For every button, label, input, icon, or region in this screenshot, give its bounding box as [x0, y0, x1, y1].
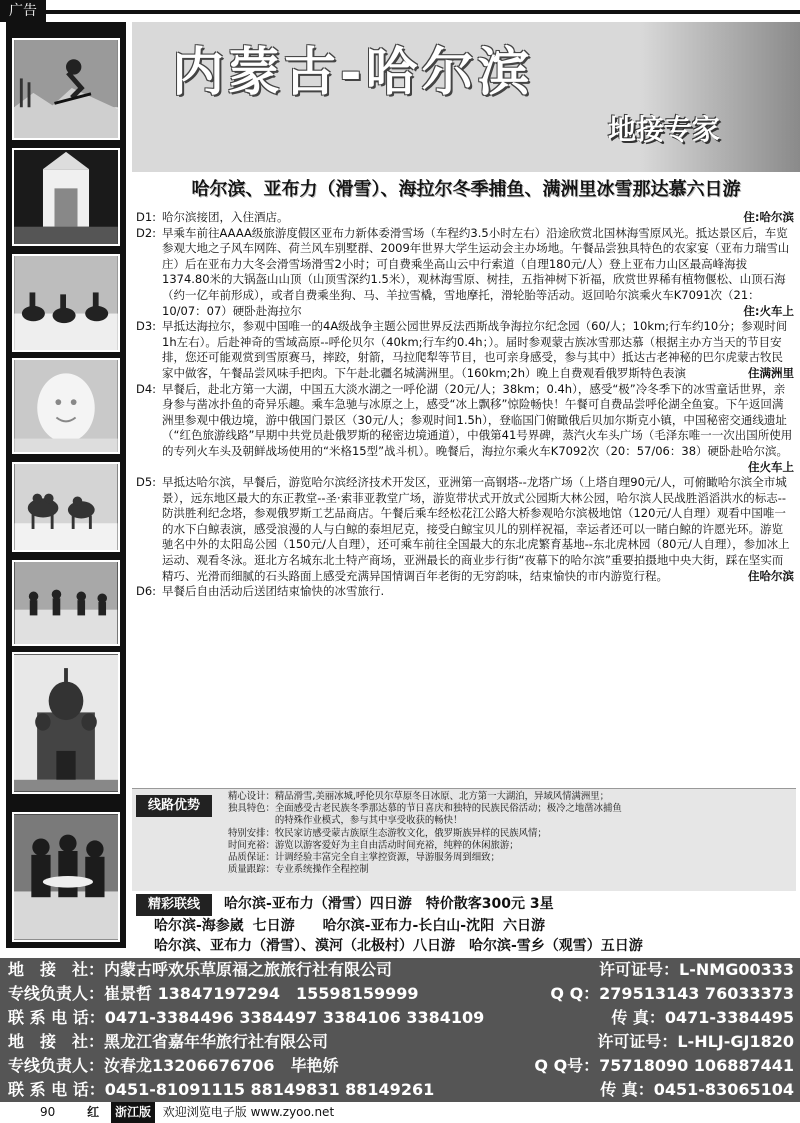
contact-right: 传 真：0451-83065104 — [600, 1080, 794, 1099]
header-shade — [640, 22, 800, 172]
photo-horse-riders — [12, 254, 120, 352]
day-description: 早乘车前往AAAA级旅游度假区亚布力新体委滑雪场（车程约3.5小时左右）沿途欣赏北国林海雪原风光。抵达景区后，车览参观大地之子风车网阵、荷兰风车别墅群、2009年世界大学生运动会主办场地。午餐品尝独具特色的农家宴（亚布力瑞雪山庄）后在亚布力大冬会滑雪场滑雪2小时；可自费乘坐高山云中行索道（自理180元/人）登上亚布力山区最高峰海拔1374.80米的大锅盔山山顶（山顶雪深约1.5米），观林海雪原、树挂，五指神树下祈福，欣赏世界稀有植物偃松、山顶石海（约一亿年前形成），或者自费乘坐狗、马、羊拉雪橇，雪地摩托，滑轮胎等活动。返回哈尔滨乘火车K7091次（21：10/07：07）硬卧赴海拉尔 — [162, 225, 790, 318]
day-stay: 住哈尔滨 — [748, 568, 794, 583]
route-advantages — [132, 788, 796, 891]
contact-panel — [0, 958, 800, 1102]
advantage-item: 时间充裕：游览以游客爱好为主自由活动时间充裕，纯粹的休闲旅游； — [228, 839, 519, 851]
photo-ice-sculpture — [12, 148, 120, 246]
route-title: 哈尔滨、亚布力（滑雪）、海拉尔冬季捕鱼、满洲里冰雪那达慕六日游 — [191, 179, 741, 200]
day-label: D5: — [136, 475, 157, 490]
day-label: D4: — [136, 381, 157, 396]
photo-camels — [12, 462, 120, 552]
page-footer — [0, 1102, 800, 1123]
contact-right: 许可证号：L-NMG00333 — [599, 960, 794, 979]
contact-left: 地 接 社：内蒙古呼欢乐草原福之旅旅行社有限公司 — [8, 960, 393, 979]
day-label: D6: — [136, 584, 157, 599]
day-stay: 住:哈尔滨 — [743, 210, 794, 224]
itinerary-day — [136, 226, 794, 320]
advantage-item: 独具特色：全面感受古老民族冬季那达慕的节日喜庆和独特的民族民俗活动；极冷之地凿冰捕鱼 — [228, 803, 622, 815]
advantage-item: 品质保证：计调经验丰富完全自主掌控资源，导游服务周到细致； — [228, 852, 500, 864]
itinerary-day — [136, 382, 794, 476]
page-number: 90 — [40, 1105, 56, 1119]
day-stay: 住火车上 — [748, 459, 794, 474]
photo-ice-fishing — [12, 560, 120, 646]
day-stay: 住满洲里 — [748, 365, 794, 380]
itinerary — [136, 210, 794, 600]
top-rule — [46, 10, 800, 14]
advantages-list — [228, 791, 622, 876]
day-text — [162, 475, 794, 584]
day-text — [162, 210, 794, 226]
day-description: 哈尔滨接团，入住酒店。 — [162, 210, 289, 224]
sub-title: 地接专家 — [607, 113, 720, 146]
contact-right: Q Q：279513143 76033373 — [550, 984, 794, 1003]
photo-snow-sculpture — [12, 358, 120, 454]
day-stay: 住:火车上 — [743, 303, 794, 318]
day-text — [162, 226, 794, 320]
featured-routes — [132, 890, 796, 956]
contact-left: 联 系 电 话：0471-3384496 3384497 3384106 3384109 — [8, 1008, 485, 1027]
main-title: 内蒙古-哈尔滨 — [172, 43, 534, 103]
photo-column — [6, 22, 126, 948]
day-description: 早抵达哈尔滨，早餐后，游览哈尔滨经济技术开发区，亚洲第一高钢塔--龙塔广场（上塔自理90元/人，可俯瞰哈尔滨全市城景），远东地区最大的东正教堂--圣·索菲亚教堂广场，游览带状式开放式公园斯大林公园，哈尔滨人民战胜滔滔洪水的标志--防洪胜利纪念塔，参观俄罗斯工艺品商店。午餐后乘车经松花江公路大桥参观哈尔滨极地馆（120元/人自理）观看中国唯一的水下白鲸表演，感受浪漫的人与白鲸的泰坦尼克，接受白鲸宝贝儿的别样祝福，幸运者还可以一睹白鲸的许愿光环。游览驰名中外的太阳岛公园（150元/人自理），还可乘车前往全国最大的东北虎繁育基地--东北虎林园（80元/人自理），参加冰上运动、观看冬泳。逛北方名城东北土特产商场，亚洲最长的商业步行街“夜幕下的哈尔滨”重要拍摄地中央大街，踩在坚实而精巧、光滑而细腻的石头路面上感受充满异国情调百年老街的无穷韵味，结束愉快的市内游览行程。 — [162, 475, 790, 583]
advantage-item: 质量跟踪：专业系统操作全程控制 — [228, 864, 369, 876]
day-text — [162, 584, 794, 600]
contact-left: 地 接 社：黑龙江省嘉年华旅行社有限公司 — [8, 1032, 329, 1051]
day-text — [162, 382, 794, 476]
day-label: D3: — [136, 319, 157, 334]
photo-sophia-cathedral — [12, 652, 120, 794]
advantage-item: 特别安排：牧民家访感受蒙古族原生态游牧文化，俄罗斯族异样的民族风情； — [228, 827, 547, 839]
day-text — [162, 319, 794, 381]
day-description: 早餐后，赴北方第一大湖，中国五大淡水湖之一呼伦湖（20元/人；38km；0.4h），感受“极”冷冬季下的冰雪童话世界，亲身参与凿冰扑鱼的奇异乐趣。乘车急驰与冰原之上，感受“冰上飘移”惊险畅快！午餐可自费品尝呼伦湖全鱼宴。下午返回满洲里参观中俄边境，游中俄国门景区（30元/人；参观时间1.5h），登临国门俯瞰俄后贝加尔斯克小镇，中国秘密交通线遗址（“红色旅游线路”早期中共党员赴俄罗斯的秘密边境通道），中俄第41号界碑，蒸汽火车头广场（毛泽东唯一一次出国所使用的专列火车头及朝鲜战场使用的“米格15型”战斗机）。晚餐后，海拉尔乘火车K7092次（20：57/06：38）硬卧赴哈尔滨。 — [162, 381, 793, 458]
contact-right: 传 真：0471-3384495 — [611, 1008, 794, 1027]
advantages-label: 线路优势 — [136, 795, 212, 817]
header-banner — [132, 22, 800, 172]
website-link[interactable]: 欢迎浏览电子版 www.zyoo.net — [162, 1105, 335, 1119]
itinerary-day — [136, 210, 794, 226]
contact-left: 专线负责人：崔景哲 13847197294 15598159999 — [8, 984, 419, 1003]
itinerary-day — [136, 584, 794, 600]
itinerary-day — [136, 475, 794, 584]
day-label: D2: — [136, 225, 157, 240]
route-line-1: 哈尔滨-亚布力（滑雪）四日游 特价散客300元 3星 — [224, 896, 554, 912]
links-label: 精彩联线 — [136, 894, 212, 916]
advantage-item: 的特殊作业模式，参与其中享受收获的畅快！ — [228, 815, 463, 827]
contact-right: 许可证号：L-HLJ-GJ1820 — [597, 1032, 794, 1051]
day-label: D1: — [136, 210, 157, 224]
itinerary-day — [136, 319, 794, 381]
route-line-2: 哈尔滨-海参崴 七日游 哈尔滨-亚布力-长白山-沈阳 六日游 — [154, 918, 545, 934]
photo-tourists — [12, 812, 120, 942]
region-badge: 浙江版 — [111, 1102, 155, 1123]
route-line-3: 哈尔滨、亚布力（滑雪）、漠河（北极村）八日游 哈尔滨-雪乡（观雪）五日游 — [154, 938, 643, 954]
contact-right: Q Q号：75718090 106887441 — [534, 1056, 794, 1075]
photo-skier — [12, 38, 120, 140]
day-description: 早餐后自由活动后送团结束愉快的冰雪旅行. — [162, 584, 385, 599]
color-marker: 红 — [87, 1105, 100, 1119]
ad-tag: 广告 — [0, 0, 46, 22]
contact-left: 专线负责人：汝春龙13206676706 毕艳娇 — [8, 1056, 339, 1075]
day-description: 早抵达海拉尔，参观中国唯一的4A级战争主题公园世界反法西斯战争海拉尔纪念园（60/人；10km;行车约10分；参观时间1h左右）。后赴神奇的雪域高原--呼伦贝尔（40km;行车约0.4h；）。届时参观蒙古族冰雪那达慕（根据主办方当天的节目安排，您还可能观赏到雪原赛马，摔跤，射箭，马拉爬犁等节目，也可亲身感受，参与其中）抵达古老神秘的巴尔虎蒙古牧民家中做客，午餐品尝风味手把肉。下午赴北疆名城满洲里。（160km;2h）晚上自费观看俄罗斯特色表演 — [162, 319, 788, 380]
contact-left: 联 系 电 话：0451-81091115 88149831 88149261 — [8, 1080, 435, 1099]
advantage-item: 精心设计：精品滑雪,美丽冰城,呼伦贝尔草原冬日冰原、北方第一大湖泊，异域风情满洲里； — [228, 791, 609, 802]
